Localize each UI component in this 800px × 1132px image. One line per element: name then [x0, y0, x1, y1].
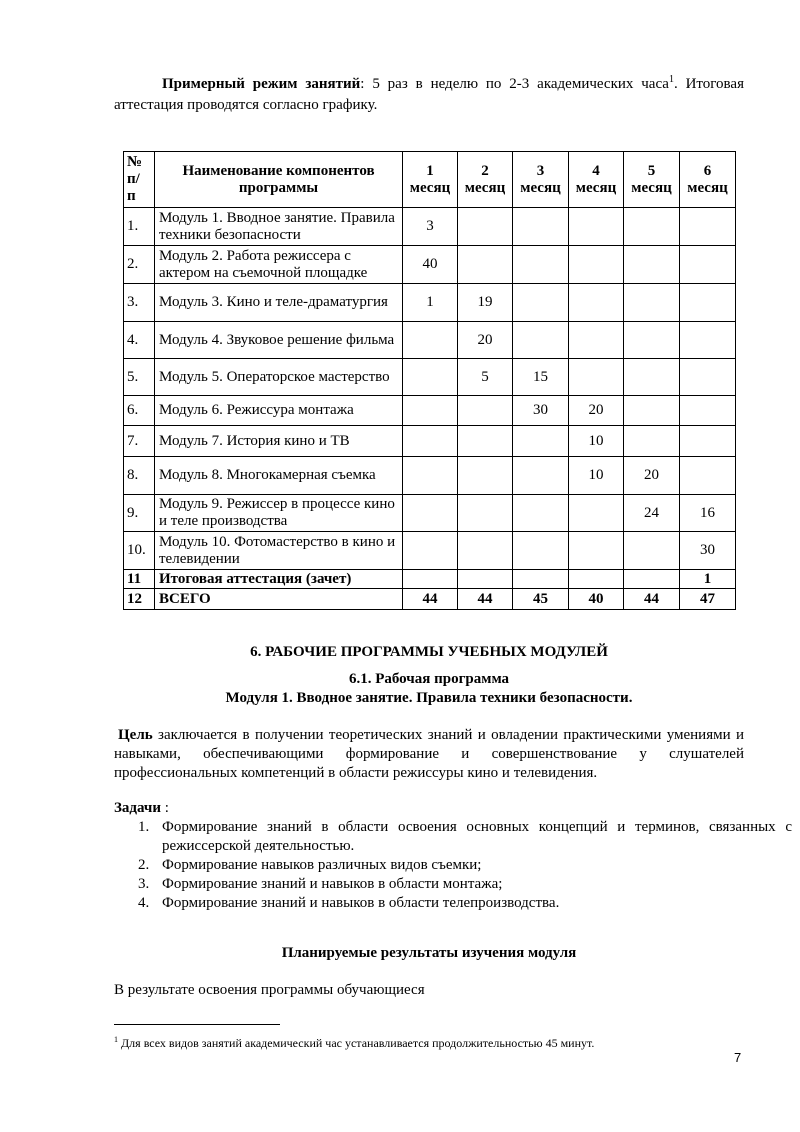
hours-month-3 — [513, 457, 569, 495]
section-subtitle-2: Модуля 1. Вводное занятие. Правила техники безопасности. — [225, 690, 633, 706]
table-row — [124, 208, 736, 246]
hours-month-5 — [624, 284, 680, 322]
hours-month-4: 20 — [569, 396, 624, 426]
hours-month-3 — [513, 495, 569, 532]
hours-month-4 — [569, 359, 624, 396]
header-month-5: 5 месяц — [624, 152, 680, 208]
hours-month-4 — [569, 284, 624, 322]
hours-month-4: 40 — [569, 589, 624, 610]
header-month-4: 4 месяц — [569, 152, 624, 208]
hours-month-1 — [403, 495, 458, 532]
row-number: 5. — [124, 359, 155, 396]
hours-month-1 — [403, 359, 458, 396]
table-row — [124, 322, 736, 359]
table-row — [124, 426, 736, 457]
hours-month-1: 40 — [403, 246, 458, 284]
row-component-name: Модуль 7. История кино и ТВ — [155, 426, 403, 457]
row-number: 9. — [124, 495, 155, 532]
goal-paragraph — [114, 726, 744, 783]
hours-month-4: 10 — [569, 426, 624, 457]
hours-month-1: 44 — [403, 589, 458, 610]
hours-month-6 — [680, 322, 736, 359]
hours-month-1 — [403, 322, 458, 359]
list-item-index: 3. — [138, 876, 150, 892]
section-subtitle-1: 6.1. Рабочая программа — [348, 671, 510, 687]
row-number: 6. — [124, 396, 155, 426]
tasks-label: Задачи — [114, 800, 162, 816]
row-number: 1. — [124, 208, 155, 246]
header-month-2: 2 месяц — [458, 152, 513, 208]
hours-month-5 — [624, 322, 680, 359]
table-row — [124, 532, 736, 570]
hours-month-6 — [680, 284, 736, 322]
hours-month-6 — [680, 208, 736, 246]
hours-month-6 — [680, 457, 736, 495]
hours-month-2: 5 — [458, 359, 513, 396]
page-number: 7 — [734, 1050, 742, 1065]
hours-month-3 — [513, 208, 569, 246]
hours-month-6: 30 — [680, 532, 736, 570]
results-text: В результате освоения программы обучающиеся — [114, 982, 425, 998]
goal-label: Цель — [118, 727, 153, 743]
table-row — [124, 589, 736, 610]
hours-month-1 — [403, 457, 458, 495]
hours-month-6: 1 — [680, 570, 736, 589]
list-item-text: Формирование навыков различных видов съемки; — [162, 857, 482, 873]
hours-month-1: 1 — [403, 284, 458, 322]
row-component-name: Модуль 2. Работа режиссера с актером на съемочной площадке — [155, 246, 403, 284]
row-component-name: ВСЕГО — [155, 589, 403, 610]
hours-month-1 — [403, 396, 458, 426]
row-component-name: Модуль 5. Операторское мастерство — [155, 359, 403, 396]
hours-month-3: 15 — [513, 359, 569, 396]
hours-month-3 — [513, 284, 569, 322]
hours-month-4 — [569, 570, 624, 589]
table-row — [124, 396, 736, 426]
intro-text-after: . Итоговая аттестация проводятся согласно графику. — [114, 76, 744, 113]
table-row — [124, 495, 736, 532]
list-item-index: 1. — [138, 819, 150, 835]
hours-month-3 — [513, 322, 569, 359]
footnote-number: 1 — [114, 1035, 118, 1044]
list-item — [138, 875, 792, 894]
hours-month-3 — [513, 426, 569, 457]
row-component-name: Модуль 9. Режиссер в процессе кино и теле производства — [155, 495, 403, 532]
hours-month-2 — [458, 457, 513, 495]
hours-month-5: 24 — [624, 495, 680, 532]
hours-month-2: 20 — [458, 322, 513, 359]
hours-month-2 — [458, 426, 513, 457]
list-item-text: Формирование знаний и навыков в области монтажа; — [162, 876, 503, 892]
hours-month-4 — [569, 495, 624, 532]
table-row — [124, 284, 736, 322]
list-item — [138, 856, 792, 875]
hours-month-2 — [458, 570, 513, 589]
hours-month-5 — [624, 396, 680, 426]
hours-month-5 — [624, 208, 680, 246]
table-row — [124, 246, 736, 284]
hours-month-6 — [680, 426, 736, 457]
hours-month-1 — [403, 570, 458, 589]
row-number: 12 — [124, 589, 155, 610]
list-item-index: 2. — [138, 857, 150, 873]
header-name: Наименование компонентов программы — [155, 152, 403, 208]
hours-month-1 — [403, 532, 458, 570]
footnote — [114, 1032, 754, 1051]
hours-month-4 — [569, 246, 624, 284]
table-header-row — [124, 152, 736, 208]
hours-month-3 — [513, 246, 569, 284]
row-component-name: Модуль 4. Звуковое решение фильма — [155, 322, 403, 359]
hours-month-4 — [569, 322, 624, 359]
row-number: 7. — [124, 426, 155, 457]
row-number: 10. — [124, 532, 155, 570]
header-month-6: 6 месяц — [680, 152, 736, 208]
hours-month-5: 20 — [624, 457, 680, 495]
hours-month-6: 16 — [680, 495, 736, 532]
row-component-name: Модуль 6. Режиссура монтажа — [155, 396, 403, 426]
list-item-text: Формирование знаний и навыков в области телепроизводства. — [162, 895, 560, 911]
row-number: 8. — [124, 457, 155, 495]
hours-month-5 — [624, 532, 680, 570]
hours-month-2 — [458, 532, 513, 570]
hours-month-2: 19 — [458, 284, 513, 322]
results-title: Планируемые результаты изучения модуля — [281, 945, 577, 961]
schedule-table — [123, 151, 736, 610]
hours-month-5 — [624, 570, 680, 589]
row-number: 11 — [124, 570, 155, 589]
row-component-name: Итоговая аттестация (зачет) — [155, 570, 403, 589]
footnote-ref[interactable]: 1 — [668, 74, 674, 85]
hours-month-3: 45 — [513, 589, 569, 610]
table-body — [124, 208, 736, 610]
row-number: 2. — [124, 246, 155, 284]
section-title: 6. РАБОЧИЕ ПРОГРАММЫ УЧЕБНЫХ МОДУЛЕЙ — [250, 644, 608, 660]
hours-month-1 — [403, 426, 458, 457]
tasks-heading — [114, 799, 744, 818]
hours-month-6 — [680, 359, 736, 396]
row-component-name: Модуль 10. Фотомастерство в кино и телевидении — [155, 532, 403, 570]
list-item-index: 4. — [138, 895, 150, 911]
hours-month-4 — [569, 208, 624, 246]
header-month-3: 3 месяц — [513, 152, 569, 208]
list-item — [138, 894, 792, 913]
hours-month-5 — [624, 426, 680, 457]
row-number: 4. — [124, 322, 155, 359]
row-component-name: Модуль 3. Кино и теле-драматургия — [155, 284, 403, 322]
hours-month-4: 10 — [569, 457, 624, 495]
hours-month-2: 44 — [458, 589, 513, 610]
table-row — [124, 457, 736, 495]
row-component-name: Модуль 1. Вводное занятие. Правила техники безопасности — [155, 208, 403, 246]
hours-month-2 — [458, 396, 513, 426]
hours-month-3: 30 — [513, 396, 569, 426]
tasks-suffix: : — [161, 800, 169, 816]
hours-month-2 — [458, 246, 513, 284]
hours-month-5 — [624, 359, 680, 396]
tasks-list — [114, 818, 792, 913]
header-month-1: 1 месяц — [403, 152, 458, 208]
header-num: № п/ п — [124, 152, 155, 208]
footnote-divider — [114, 1024, 280, 1025]
hours-month-6: 47 — [680, 589, 736, 610]
hours-month-3 — [513, 570, 569, 589]
row-component-name: Модуль 8. Многокамерная съемка — [155, 457, 403, 495]
hours-month-2 — [458, 208, 513, 246]
goal-text: заключается в получении теоретических знаний и овладении практическими умениями и навыками, обеспечивающими формирование и совершенствование у слушателей профессиональных компетенций в области режиссуры кино и телевидения. — [114, 727, 744, 781]
intro-label: Примерный режим занятий — [162, 76, 361, 92]
intro-paragraph — [114, 74, 744, 116]
hours-month-6 — [680, 246, 736, 284]
hours-month-5: 44 — [624, 589, 680, 610]
hours-month-5 — [624, 246, 680, 284]
table-row — [124, 570, 736, 589]
hours-month-3 — [513, 532, 569, 570]
hours-month-6 — [680, 396, 736, 426]
hours-month-2 — [458, 495, 513, 532]
list-item-text: Формирование знаний в области освоения основных концепций и терминов, связанных с режиссерской деятельностью. — [162, 819, 792, 854]
table-row — [124, 359, 736, 396]
list-item — [138, 818, 792, 856]
footnote-text: Для всех видов занятий академический час устанавливается продолжительностью 45 минут. — [118, 1036, 595, 1050]
intro-text: : 5 раз в неделю по 2-3 академических часа — [360, 76, 669, 92]
hours-month-4 — [569, 532, 624, 570]
hours-month-1: 3 — [403, 208, 458, 246]
row-number: 3. — [124, 284, 155, 322]
